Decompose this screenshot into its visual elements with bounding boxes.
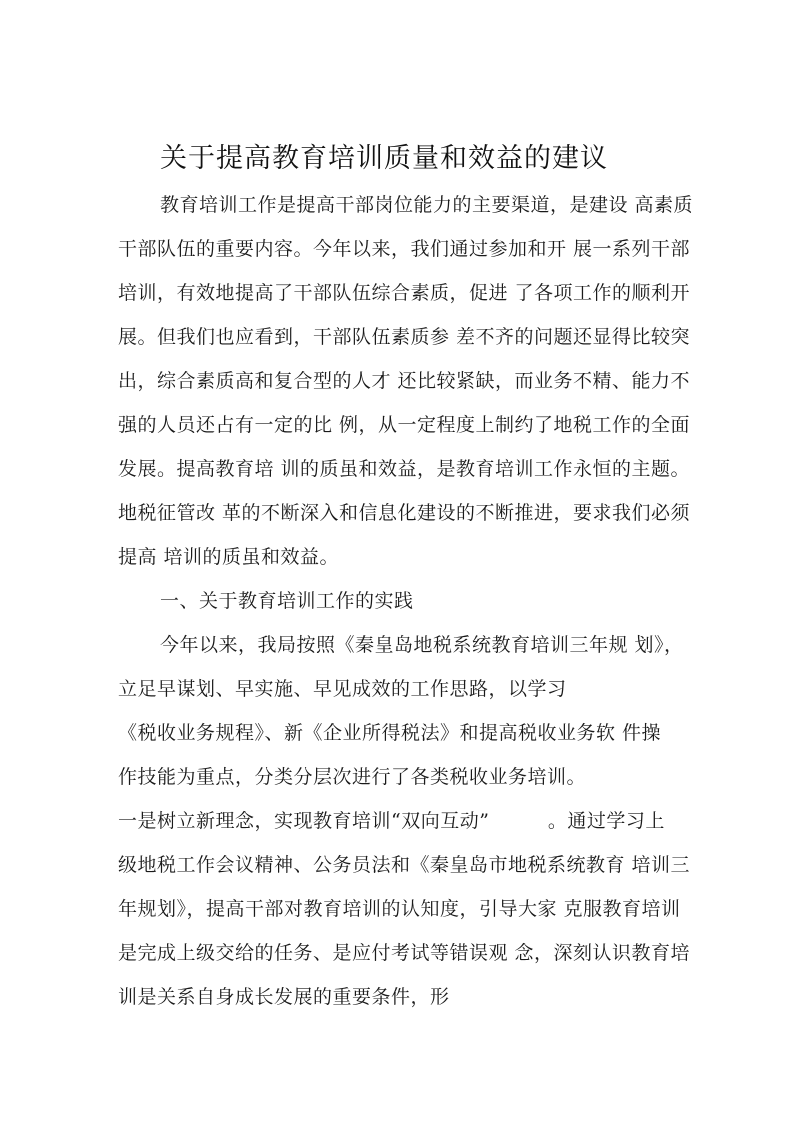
paragraph-line: 今年以来，我局按照《秦皇岛地税系统教育培训三年规 划》，	[160, 634, 684, 656]
paragraph-line: 强的人员还占有一定的比 例，从一定程度上制约了地税工作的全面	[118, 414, 691, 436]
paragraph-line: 作技能为重点，分类分层次进行了各类税收业务培训。	[118, 766, 587, 788]
paragraph-line: 是完成上级交给的任务、是应付考试等错误观 念，深刻认识教育培	[118, 942, 691, 964]
paragraph-line: 干部队伍的重要内容。今年以来，我们通过参加和开 展一系列干部	[118, 238, 691, 260]
paragraph-line: 《税收业务规程》、新《企业所得税法》和提高税收业务软 件操	[118, 722, 662, 744]
paragraph-line: 展。但我们也应看到，干部队伍素质参 差不齐的问题还显得比较突	[118, 326, 691, 348]
paragraph-line: 训是关系自身成长发展的重要条件，形	[118, 986, 450, 1008]
paragraph-line: 级地税工作会议精神、公务员法和《秦皇岛市地税系统教育 培训三	[118, 854, 691, 876]
section-heading: 一、关于教育培训工作的实践	[160, 590, 414, 612]
paragraph-line: 培训，有效地提高了干部队伍综合素质，促进 了各项工作的顺利开	[118, 282, 691, 304]
paragraph-line: 提高 培训的质虽和效益。	[118, 546, 340, 568]
paragraph-line: 立足早谋划、早实施、早见成效的工作思路，以学习	[118, 678, 567, 700]
paragraph-line: 一是树立新理念，实现教育培训“双向互动” 。通过学习上	[118, 810, 665, 832]
paragraph-line: 发展。提高教育培 训的质虽和效益，是教育培训工作永恒的主题。	[118, 458, 691, 480]
paragraph-line: 年规划》，提高干部对教育培训的认知度，引导大家 克服教育培训	[118, 898, 681, 920]
paragraph-line: 出，综合素质高和复合型的人才 还比较紧缺，而业务不精、能力不	[118, 370, 691, 392]
document-title: 关于提高教育培训质量和效益的建议	[160, 143, 608, 174]
paragraph-line: 地税征管改 革的不断深入和信息化建设的不断推进，要求我们必须	[118, 502, 691, 524]
paragraph-line: 教育培训工作是提高干部岗位能力的主要渠道，是建设 高素质	[160, 194, 694, 216]
